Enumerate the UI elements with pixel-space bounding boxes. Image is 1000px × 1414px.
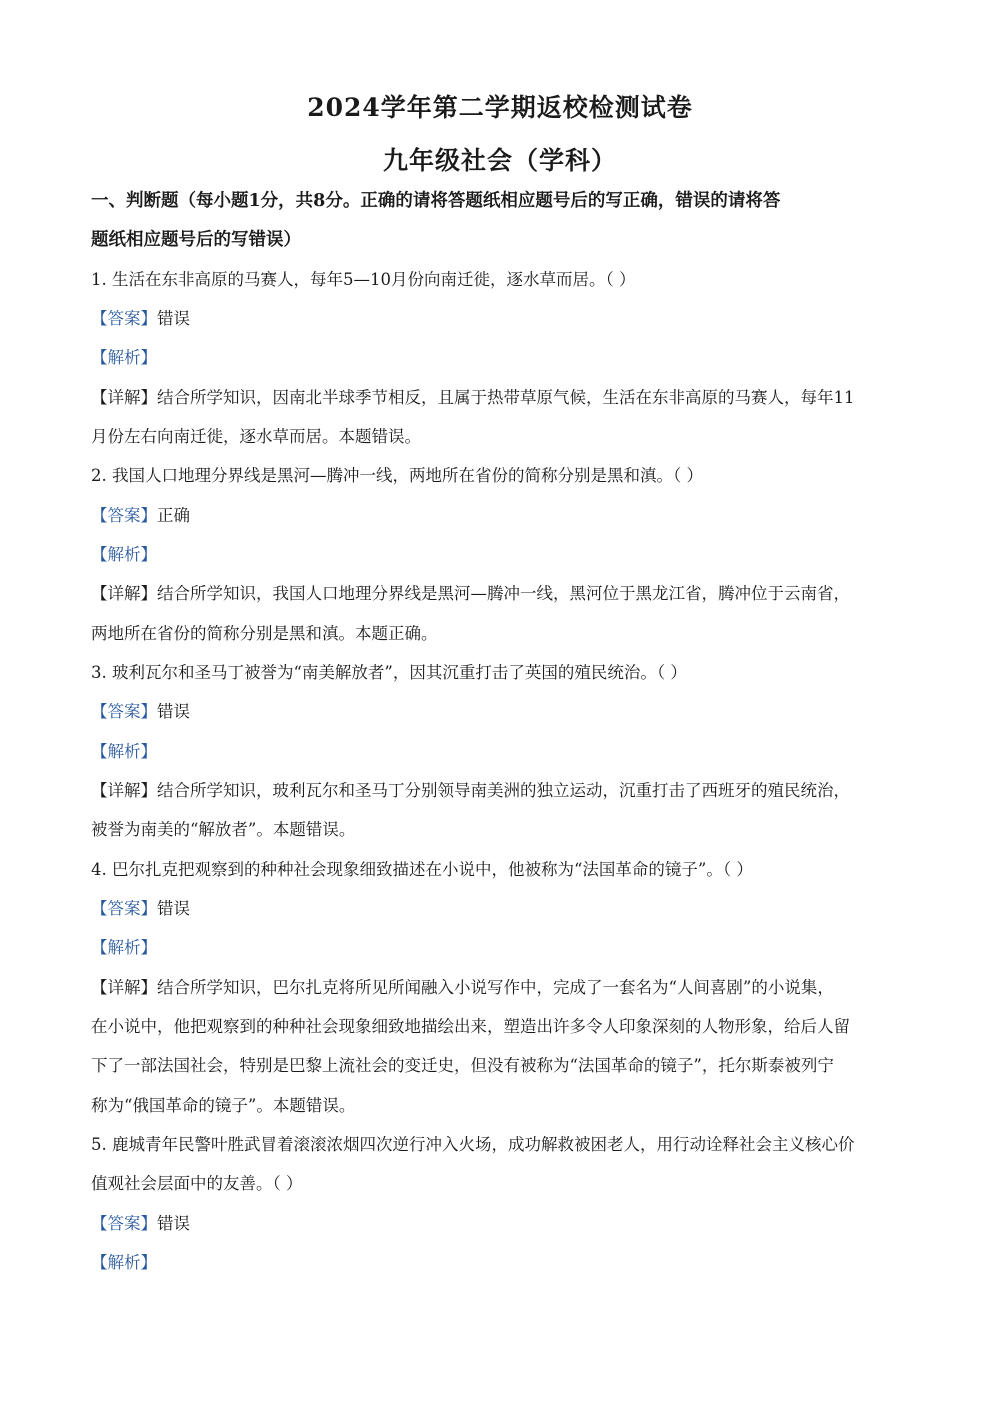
page-subtitle: 九年级社会（学科） (382, 146, 617, 175)
detail-label: 【详解】 (91, 781, 157, 800)
analysis-label: 【解析】 (91, 742, 157, 761)
question-2-analysis (91, 544, 157, 566)
question-3-detail-line-2: 被誉为南美的“解放者”。本题错误。 (91, 820, 356, 839)
detail-text: 结合所学知识，玻利瓦尔和圣马丁分别领导南美洲的独立运动，沉重打击了西班牙的殖民统治， (157, 781, 850, 800)
question-4-stem: 4. 巴尔扎克把观察到的种种社会现象细致描述在小说中，他被称为“法国革命的镜子”。（ ） (91, 860, 753, 879)
question-1-answer (91, 308, 190, 330)
question-5-stem-line-1: 5. 鹿城青年民警叶胜武冒着滚滚浓烟四次逆行冲入火场，成功解救被困老人，用行动诠释社会主义核心价 (91, 1135, 855, 1154)
detail-text: 结合所学知识，巴尔扎克将所见所闻融入小说写作中，完成了一套名为“人间喜剧”的小说集， (157, 978, 834, 997)
question-4-detail-line-1 (91, 977, 834, 999)
answer-value: 错误 (157, 1214, 190, 1233)
answer-value: 错误 (157, 899, 190, 918)
answer-label: 【答案】 (91, 506, 157, 525)
detail-label: 【详解】 (91, 584, 157, 603)
question-3-detail-line-1 (91, 780, 850, 802)
question-1-analysis (91, 347, 157, 369)
question-4-analysis (91, 937, 157, 959)
question-5-answer (91, 1213, 190, 1235)
question-2-detail-line-2: 两地所在省份的简称分别是黑和滇。本题正确。 (91, 624, 438, 643)
question-3-analysis (91, 741, 157, 763)
question-3-answer (91, 701, 190, 723)
question-2-detail-line-1 (91, 583, 850, 605)
question-2-answer (91, 505, 190, 527)
question-4-detail-line-2: 在小说中，他把观察到的种种社会现象细致地描绘出来，塑造出许多令人印象深刻的人物形象，给后人留 (91, 1017, 850, 1036)
analysis-label: 【解析】 (91, 938, 157, 957)
question-5-stem-line-2: 值观社会层面中的友善。（ ） (91, 1174, 303, 1193)
detail-label: 【详解】 (91, 388, 157, 407)
question-2-stem: 2. 我国人口地理分界线是黑河—腾冲一线，两地所在省份的简称分别是黑和滇。（ ） (91, 466, 703, 485)
page-title: 2024学年第二学期返校检测试卷 (307, 93, 693, 122)
detail-text: 结合所学知识，因南北半球季节相反，且属于热带草原气候，生活在东非高原的马赛人，每年11 (157, 388, 855, 407)
question-4-detail-line-3: 下了一部法国社会，特别是巴黎上流社会的变迁史，但没有被称为“法国革命的镜子”，托尔斯泰被列宁 (91, 1056, 834, 1075)
answer-label: 【答案】 (91, 702, 157, 721)
section-heading-line-1: 一、判断题（每小题1分，共8分。正确的请将答题纸相应题号后的写正确，错误的请将答 (91, 191, 781, 211)
answer-value: 错误 (157, 309, 190, 328)
answer-value: 错误 (157, 702, 190, 721)
answer-value: 正确 (157, 506, 190, 525)
analysis-label: 【解析】 (91, 1253, 157, 1272)
question-4-answer (91, 898, 190, 920)
question-5-analysis (91, 1252, 157, 1274)
question-1-detail-line-1 (91, 387, 855, 409)
question-1-detail-line-2: 月份左右向南迁徙，逐水草而居。本题错误。 (91, 427, 421, 446)
question-4-detail-line-4: 称为“俄国革命的镜子”。本题错误。 (91, 1096, 356, 1115)
section-heading-line-2: 题纸相应题号后的写错误） (91, 230, 301, 250)
question-3-stem: 3. 玻利瓦尔和圣马丁被誉为“南美解放者”，因其沉重打击了英国的殖民统治。（ ） (91, 663, 687, 682)
analysis-label: 【解析】 (91, 348, 157, 367)
answer-label: 【答案】 (91, 309, 157, 328)
detail-text: 结合所学知识，我国人口地理分界线是黑河—腾冲一线，黑河位于黑龙江省，腾冲位于云南省， (157, 584, 850, 603)
answer-label: 【答案】 (91, 1214, 157, 1233)
question-1-stem: 1. 生活在东非高原的马赛人，每年5—10月份向南迁徙，逐水草而居。（ ） (91, 270, 636, 289)
analysis-label: 【解析】 (91, 545, 157, 564)
answer-label: 【答案】 (91, 899, 157, 918)
detail-label: 【详解】 (91, 978, 157, 997)
